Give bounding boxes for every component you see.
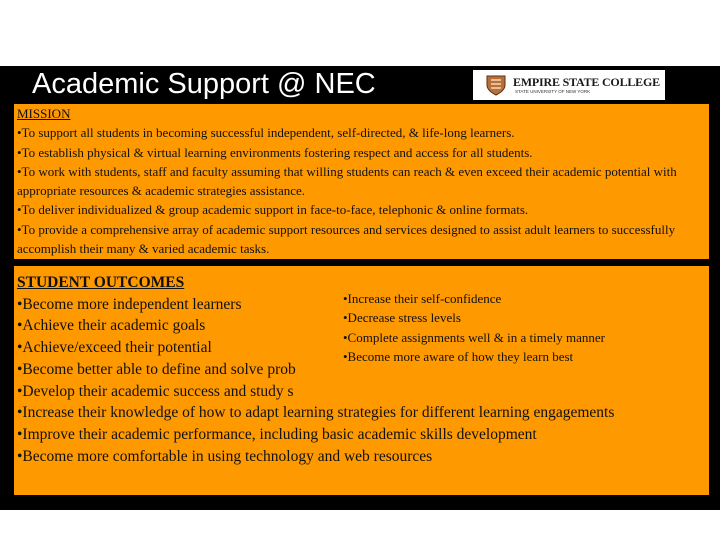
outcomes-heading: STUDENT OUTCOMES <box>17 274 185 291</box>
shield-crest-icon <box>485 74 507 96</box>
logo-subtitle: STATE UNIVERSITY OF NEW YORK <box>515 88 591 94</box>
college-logo <box>473 70 665 100</box>
outcomes-right-list <box>339 287 707 372</box>
page-title: Academic Support @ NEC <box>32 68 376 100</box>
outcome-item: •Decrease stress levels <box>343 310 461 326</box>
outcome-item: •Become more aware of how they learn best <box>343 348 574 364</box>
outcome-item: •Become more comfortable in using technology and web resources <box>17 447 433 465</box>
outcome-item: •Increase their self-confidence <box>343 291 502 306</box>
mission-item: •To establish physical & virtual learning environments fostering respect and access for all students. <box>17 144 533 160</box>
mission-item: •To work with students, staff and faculty assuming that willing students can reach & even exceed their academic potential with appropriate resources & academic strategies assistance. <box>17 163 677 199</box>
outcome-item: •Achieve/exceed their potential <box>17 339 212 357</box>
outcome-item: •Become better able to define and solve prob <box>17 360 296 378</box>
logo-name: EMPIRE STATE COLLEGE <box>513 74 660 89</box>
mission-box <box>14 104 709 259</box>
outcome-item: •Become more independent learners <box>17 295 242 313</box>
mission-item: •To deliver individualized & group academic support in face-to-face, telephonic & online formats. <box>17 202 529 218</box>
mission-item: •To support all students in becoming successful independent, self-directed, & life-long learners. <box>17 125 515 141</box>
outcome-item: •Develop their academic success and study s <box>17 382 294 400</box>
mission-heading: MISSION <box>17 106 71 121</box>
outcome-item: •Achieve their academic goals <box>17 317 206 335</box>
outcome-item: •Increase their knowledge of how to adapt learning strategies for different learning engagements <box>17 404 615 422</box>
mission-item: •To provide a comprehensive array of academic support resources and services designed to assist adult learners to successfully accomplish their many & varied academic tasks. <box>17 221 676 257</box>
outcome-item: •Improve their academic performance, including basic academic skills development <box>17 425 537 443</box>
student-outcomes-box <box>14 266 709 495</box>
outcome-item: •Complete assignments well & in a timely manner <box>343 329 605 345</box>
